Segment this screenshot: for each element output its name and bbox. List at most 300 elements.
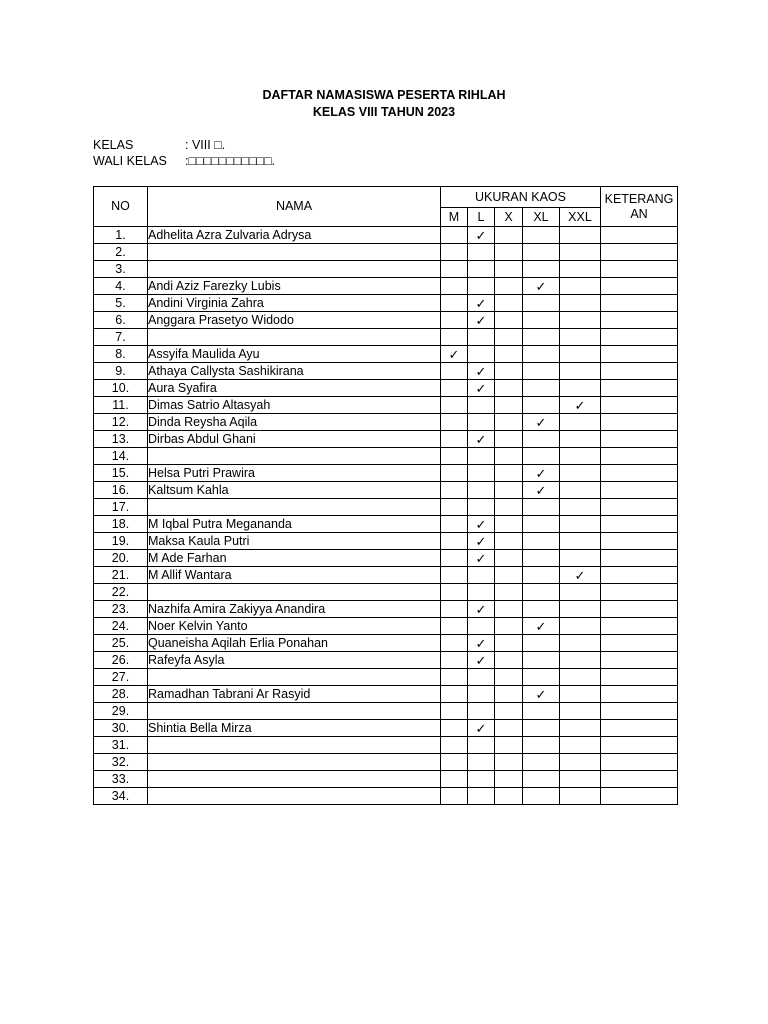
size-cell-x — [495, 312, 523, 329]
size-cell-xxl — [560, 720, 601, 737]
size-cell-l — [468, 346, 495, 363]
check-mark-icon: ✓ — [475, 312, 487, 328]
check-mark-icon: ✓ — [574, 397, 586, 413]
size-cell-xxl — [560, 380, 601, 397]
size-cell-xl — [523, 227, 560, 244]
student-name — [148, 499, 441, 516]
size-cell-x — [495, 669, 523, 686]
size-cell-x — [495, 601, 523, 618]
size-cell-xl — [523, 261, 560, 278]
size-cell-x — [495, 788, 523, 805]
size-cell-xxl — [560, 703, 601, 720]
size-cell-l — [468, 652, 495, 669]
size-cell-xxl — [560, 363, 601, 380]
keterangan-cell — [601, 499, 678, 516]
size-cell-x — [495, 533, 523, 550]
size-cell-m — [441, 227, 468, 244]
check-mark-icon: ✓ — [535, 482, 547, 498]
student-name — [148, 669, 441, 686]
check-mark-icon: ✓ — [475, 227, 487, 243]
size-cell-xl — [523, 278, 560, 295]
table-row — [94, 771, 678, 788]
size-cell-m — [441, 533, 468, 550]
student-name: Rafeyfa Asyla — [148, 652, 441, 669]
row-number: 23. — [94, 601, 148, 618]
table-row — [94, 788, 678, 805]
size-cell-xl — [523, 499, 560, 516]
size-cell-xxl — [560, 516, 601, 533]
keterangan-cell — [601, 312, 678, 329]
row-number: 10. — [94, 380, 148, 397]
size-cell-xl — [523, 312, 560, 329]
row-number: 24. — [94, 618, 148, 635]
table-row — [94, 567, 678, 584]
student-name: M Ade Farhan — [148, 550, 441, 567]
size-cell-l — [468, 363, 495, 380]
size-cell-xxl — [560, 737, 601, 754]
size-cell-x — [495, 686, 523, 703]
size-cell-xxl — [560, 227, 601, 244]
size-cell-l — [468, 669, 495, 686]
size-cell-m — [441, 278, 468, 295]
size-cell-x — [495, 550, 523, 567]
size-cell-l — [468, 499, 495, 516]
size-cell-xxl — [560, 346, 601, 363]
student-name: Ramadhan Tabrani Ar Rasyid — [148, 686, 441, 703]
size-cell-xl — [523, 346, 560, 363]
size-cell-l — [468, 635, 495, 652]
student-name: Andini Virginia Zahra — [148, 295, 441, 312]
size-cell-l — [468, 295, 495, 312]
size-cell-l — [468, 771, 495, 788]
size-cell-xxl — [560, 244, 601, 261]
size-cell-xl — [523, 754, 560, 771]
size-cell-x — [495, 397, 523, 414]
check-mark-icon: ✓ — [535, 686, 547, 702]
size-cell-xl — [523, 550, 560, 567]
student-name: Shintia Bella Mirza — [148, 720, 441, 737]
size-cell-l — [468, 686, 495, 703]
size-cell-xl — [523, 329, 560, 346]
size-cell-xl — [523, 686, 560, 703]
row-number: 29. — [94, 703, 148, 720]
size-cell-x — [495, 431, 523, 448]
size-cell-xxl — [560, 686, 601, 703]
student-name — [148, 788, 441, 805]
row-number: 19. — [94, 533, 148, 550]
check-mark-icon: ✓ — [475, 363, 487, 379]
table-row — [94, 397, 678, 414]
student-name: Dirbas Abdul Ghani — [148, 431, 441, 448]
keterangan-cell — [601, 652, 678, 669]
size-cell-xl — [523, 737, 560, 754]
row-number: 15. — [94, 465, 148, 482]
row-number: 2. — [94, 244, 148, 261]
size-cell-l — [468, 516, 495, 533]
size-cell-m — [441, 346, 468, 363]
size-cell-xl — [523, 669, 560, 686]
size-cell-x — [495, 516, 523, 533]
row-number: 14. — [94, 448, 148, 465]
size-cell-m — [441, 788, 468, 805]
table-row — [94, 380, 678, 397]
size-cell-m — [441, 448, 468, 465]
size-cell-x — [495, 363, 523, 380]
size-cell-xxl — [560, 431, 601, 448]
keterangan-cell — [601, 380, 678, 397]
table-row — [94, 516, 678, 533]
check-mark-icon: ✓ — [535, 618, 547, 634]
table-row — [94, 448, 678, 465]
size-cell-xl — [523, 771, 560, 788]
header-ukuran-kaos: UKURAN KAOS — [441, 187, 601, 208]
kelas-label: KELAS — [93, 138, 134, 152]
keterangan-cell — [601, 431, 678, 448]
size-cell-xl — [523, 482, 560, 499]
student-name — [148, 261, 441, 278]
student-name — [148, 584, 441, 601]
size-cell-m — [441, 397, 468, 414]
size-cell-x — [495, 346, 523, 363]
student-name — [148, 737, 441, 754]
table-row — [94, 482, 678, 499]
document-title: DAFTAR NAMASISWA PESERTA RIHLAH — [262, 88, 506, 102]
table-row — [94, 465, 678, 482]
keterangan-cell — [601, 414, 678, 431]
size-cell-xl — [523, 244, 560, 261]
row-number: 27. — [94, 669, 148, 686]
header-size-x: X — [495, 208, 523, 227]
student-name: M Allif Wantara — [148, 567, 441, 584]
size-cell-m — [441, 244, 468, 261]
size-cell-m — [441, 550, 468, 567]
wali-kelas-label: WALI KELAS — [93, 154, 167, 168]
size-cell-xxl — [560, 550, 601, 567]
keterangan-cell — [601, 771, 678, 788]
keterangan-cell — [601, 550, 678, 567]
check-mark-icon: ✓ — [475, 601, 487, 617]
size-cell-xxl — [560, 533, 601, 550]
check-mark-icon: ✓ — [535, 465, 547, 481]
header-no: NO — [94, 187, 148, 227]
row-number: 7. — [94, 329, 148, 346]
size-cell-xl — [523, 635, 560, 652]
row-number: 30. — [94, 720, 148, 737]
table-row — [94, 227, 678, 244]
size-cell-x — [495, 448, 523, 465]
row-number: 25. — [94, 635, 148, 652]
check-mark-icon: ✓ — [475, 550, 487, 566]
size-cell-m — [441, 584, 468, 601]
student-name: Kaltsum Kahla — [148, 482, 441, 499]
size-cell-l — [468, 278, 495, 295]
table-row — [94, 601, 678, 618]
size-cell-xl — [523, 703, 560, 720]
table-row — [94, 669, 678, 686]
check-mark-icon: ✓ — [475, 380, 487, 396]
size-cell-l — [468, 533, 495, 550]
size-cell-xxl — [560, 329, 601, 346]
size-cell-m — [441, 686, 468, 703]
size-cell-x — [495, 227, 523, 244]
check-mark-icon: ✓ — [475, 652, 487, 668]
row-number: 1. — [94, 227, 148, 244]
size-cell-x — [495, 295, 523, 312]
keterangan-cell — [601, 533, 678, 550]
size-cell-xl — [523, 295, 560, 312]
size-cell-x — [495, 584, 523, 601]
size-cell-m — [441, 669, 468, 686]
check-mark-icon: ✓ — [475, 720, 487, 736]
size-cell-xxl — [560, 312, 601, 329]
student-name — [148, 754, 441, 771]
size-cell-m — [441, 618, 468, 635]
keterangan-cell — [601, 397, 678, 414]
student-name: Helsa Putri Prawira — [148, 465, 441, 482]
size-cell-x — [495, 618, 523, 635]
size-cell-xxl — [560, 414, 601, 431]
size-cell-l — [468, 244, 495, 261]
student-name: Nazhifa Amira Zakiyya Anandira — [148, 601, 441, 618]
size-cell-xl — [523, 465, 560, 482]
size-cell-xxl — [560, 652, 601, 669]
keterangan-cell — [601, 737, 678, 754]
check-mark-icon: ✓ — [574, 567, 586, 583]
table-row — [94, 312, 678, 329]
table-row — [94, 720, 678, 737]
keterangan-cell — [601, 295, 678, 312]
student-name: Athaya Callysta Sashikirana — [148, 363, 441, 380]
size-cell-xxl — [560, 584, 601, 601]
row-number: 18. — [94, 516, 148, 533]
table-row — [94, 754, 678, 771]
table-row — [94, 652, 678, 669]
size-cell-m — [441, 329, 468, 346]
student-name: M Iqbal Putra Megananda — [148, 516, 441, 533]
size-cell-m — [441, 414, 468, 431]
student-name: Maksa Kaula Putri — [148, 533, 441, 550]
document-subtitle: KELAS VIII TAHUN 2023 — [312, 105, 456, 119]
wali-kelas-value: :□□□□□□□□□□□. — [185, 154, 275, 168]
size-cell-xxl — [560, 278, 601, 295]
row-number: 34. — [94, 788, 148, 805]
size-cell-m — [441, 295, 468, 312]
size-cell-xl — [523, 652, 560, 669]
keterangan-cell — [601, 261, 678, 278]
check-mark-icon: ✓ — [475, 635, 487, 651]
keterangan-cell — [601, 669, 678, 686]
size-cell-l — [468, 567, 495, 584]
size-cell-x — [495, 720, 523, 737]
row-number: 22. — [94, 584, 148, 601]
size-cell-l — [468, 414, 495, 431]
size-cell-l — [468, 380, 495, 397]
student-name — [148, 329, 441, 346]
size-cell-l — [468, 737, 495, 754]
size-cell-xl — [523, 533, 560, 550]
size-cell-m — [441, 601, 468, 618]
student-name — [148, 771, 441, 788]
size-cell-xxl — [560, 397, 601, 414]
size-cell-l — [468, 550, 495, 567]
table-row — [94, 703, 678, 720]
header-size-xxl: XXL — [560, 208, 601, 227]
check-mark-icon: ✓ — [475, 431, 487, 447]
size-cell-l — [468, 720, 495, 737]
size-cell-x — [495, 737, 523, 754]
size-cell-xxl — [560, 482, 601, 499]
size-cell-l — [468, 465, 495, 482]
table-row — [94, 635, 678, 652]
keterangan-cell — [601, 363, 678, 380]
student-name: Assyifa Maulida Ayu — [148, 346, 441, 363]
size-cell-l — [468, 261, 495, 278]
size-cell-m — [441, 261, 468, 278]
participant-table — [93, 186, 678, 805]
header-keterangan: KETERANG AN — [601, 187, 678, 227]
row-number: 6. — [94, 312, 148, 329]
size-cell-x — [495, 482, 523, 499]
size-cell-xl — [523, 431, 560, 448]
student-name: Anggara Prasetyo Widodo — [148, 312, 441, 329]
keterangan-cell — [601, 720, 678, 737]
size-cell-l — [468, 227, 495, 244]
size-cell-xl — [523, 567, 560, 584]
student-name: Adhelita Azra Zulvaria Adrysa — [148, 227, 441, 244]
size-cell-l — [468, 312, 495, 329]
keterangan-cell — [601, 788, 678, 805]
row-number: 26. — [94, 652, 148, 669]
row-number: 33. — [94, 771, 148, 788]
table-body — [94, 227, 678, 805]
table-row — [94, 414, 678, 431]
keterangan-cell — [601, 465, 678, 482]
size-cell-m — [441, 312, 468, 329]
keterangan-cell — [601, 754, 678, 771]
size-cell-xxl — [560, 261, 601, 278]
size-cell-xxl — [560, 567, 601, 584]
size-cell-xxl — [560, 448, 601, 465]
size-cell-xl — [523, 618, 560, 635]
table-row — [94, 244, 678, 261]
size-cell-xxl — [560, 618, 601, 635]
keterangan-cell — [601, 601, 678, 618]
table-row — [94, 499, 678, 516]
student-name — [148, 703, 441, 720]
size-cell-xl — [523, 448, 560, 465]
keterangan-cell — [601, 618, 678, 635]
student-name: Aura Syafira — [148, 380, 441, 397]
student-name: Quaneisha Aqilah Erlia Ponahan — [148, 635, 441, 652]
size-cell-xl — [523, 363, 560, 380]
size-cell-xxl — [560, 465, 601, 482]
size-cell-m — [441, 635, 468, 652]
table-row — [94, 346, 678, 363]
table-row — [94, 584, 678, 601]
keterangan-cell — [601, 584, 678, 601]
table-row — [94, 686, 678, 703]
table-row — [94, 431, 678, 448]
table-row — [94, 533, 678, 550]
table-row — [94, 363, 678, 380]
keterangan-cell — [601, 635, 678, 652]
check-mark-icon: ✓ — [475, 533, 487, 549]
size-cell-x — [495, 414, 523, 431]
table-row — [94, 329, 678, 346]
size-cell-xl — [523, 380, 560, 397]
size-cell-m — [441, 482, 468, 499]
size-cell-l — [468, 397, 495, 414]
keterangan-cell — [601, 346, 678, 363]
check-mark-icon: ✓ — [475, 295, 487, 311]
table-row — [94, 261, 678, 278]
row-number: 16. — [94, 482, 148, 499]
size-cell-l — [468, 703, 495, 720]
keterangan-cell — [601, 448, 678, 465]
size-cell-x — [495, 499, 523, 516]
size-cell-m — [441, 431, 468, 448]
size-cell-x — [495, 329, 523, 346]
size-cell-xl — [523, 397, 560, 414]
student-name — [148, 448, 441, 465]
row-number: 5. — [94, 295, 148, 312]
size-cell-xl — [523, 720, 560, 737]
size-cell-l — [468, 482, 495, 499]
size-cell-xxl — [560, 635, 601, 652]
keterangan-cell — [601, 482, 678, 499]
size-cell-xl — [523, 516, 560, 533]
row-number: 9. — [94, 363, 148, 380]
size-cell-m — [441, 380, 468, 397]
row-number: 4. — [94, 278, 148, 295]
size-cell-xxl — [560, 295, 601, 312]
size-cell-x — [495, 380, 523, 397]
row-number: 17. — [94, 499, 148, 516]
row-number: 8. — [94, 346, 148, 363]
row-number: 12. — [94, 414, 148, 431]
table-row — [94, 278, 678, 295]
size-cell-m — [441, 652, 468, 669]
table-row — [94, 618, 678, 635]
size-cell-x — [495, 244, 523, 261]
row-number: 20. — [94, 550, 148, 567]
header-nama: NAMA — [148, 187, 441, 227]
size-cell-m — [441, 363, 468, 380]
size-cell-x — [495, 465, 523, 482]
row-number: 32. — [94, 754, 148, 771]
size-cell-m — [441, 465, 468, 482]
student-name: Dinda Reysha Aqila — [148, 414, 441, 431]
student-name: Andi Aziz Farezky Lubis — [148, 278, 441, 295]
student-name — [148, 244, 441, 261]
keterangan-cell — [601, 278, 678, 295]
row-number: 28. — [94, 686, 148, 703]
table-row — [94, 737, 678, 754]
check-mark-icon: ✓ — [535, 278, 547, 294]
size-cell-x — [495, 567, 523, 584]
size-cell-l — [468, 618, 495, 635]
student-name: Noer Kelvin Yanto — [148, 618, 441, 635]
keterangan-cell — [601, 227, 678, 244]
kelas-value: : VIII □. — [185, 138, 226, 152]
size-cell-m — [441, 567, 468, 584]
size-cell-l — [468, 788, 495, 805]
size-cell-m — [441, 771, 468, 788]
size-cell-xxl — [560, 499, 601, 516]
keterangan-cell — [601, 329, 678, 346]
keterangan-cell — [601, 703, 678, 720]
size-cell-m — [441, 499, 468, 516]
